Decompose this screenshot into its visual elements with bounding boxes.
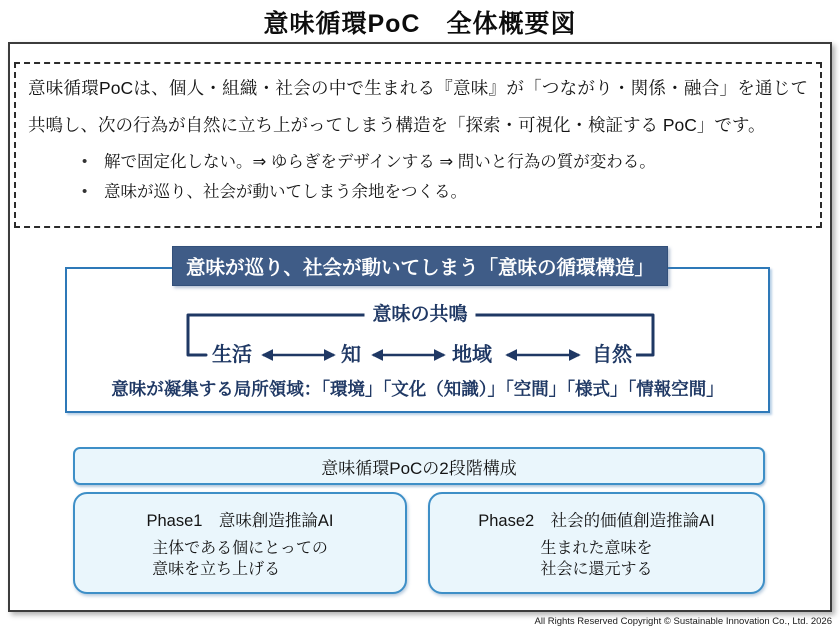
node-life: 生活 [208,342,256,368]
intro-bullet: • 解で固定化しない。⇒ ゆらぎをデザインする ⇒ 問いと行為の質が変わる。 [82,147,820,177]
resonance-label: 意味の共鳴 [364,302,475,328]
intro-box [14,62,822,228]
phase1-description-line: 意味を立ち上げる [152,561,281,578]
circulation-header: 意味が巡り、社会が動いてしまう「意味の循環構造」 [172,246,668,286]
phase2-description [430,538,763,580]
footer-copyright: All Rights Reserved Copyright © Sustainable Innovation Co., Ltd. 2026 [534,616,832,627]
intro-bullet-list [16,147,820,207]
intro-paragraph: 意味循環PoCは、個人・組織・社会の中で生まれる『意味』が「つながり・関係・融合」を通じて共鳴し、次の行為が自然に立ち上がってしまう構造を「探索・可視化・検証する PoC」です。 [28,78,808,135]
phase1-card [73,492,407,594]
circulation-box [65,267,770,413]
phase2-title: Phase2 社会的価値創造推論AI [478,512,715,530]
phase1-title: Phase1 意味創造推論AI [146,512,334,530]
two-stage-header-box [73,447,765,485]
intro-bullet: • 意味が巡り、社会が動いてしまう余地をつくる。 [82,177,820,207]
slide-frame [8,42,832,612]
node-knowledge: 知 [337,342,365,368]
phase1-description-line: 主体である個にとっての [152,540,328,557]
phase2-description-line: 生まれた意味を [540,540,653,557]
phase1-description [75,538,405,580]
phase2-card [428,492,765,594]
node-nature: 自然 [588,342,636,368]
two-stage-header-label: 意味循環PoCの2段階構成 [321,458,517,478]
page-title: 意味循環PoC 全体概要図 [263,10,577,38]
node-region: 地域 [448,342,496,368]
phase2-description-line: 社会に還元する [540,561,653,578]
aggregation-caption: 意味が凝集する局所領域：「環境」「文化（知識）」「空間」「様式」「情報空間」 [111,379,724,399]
